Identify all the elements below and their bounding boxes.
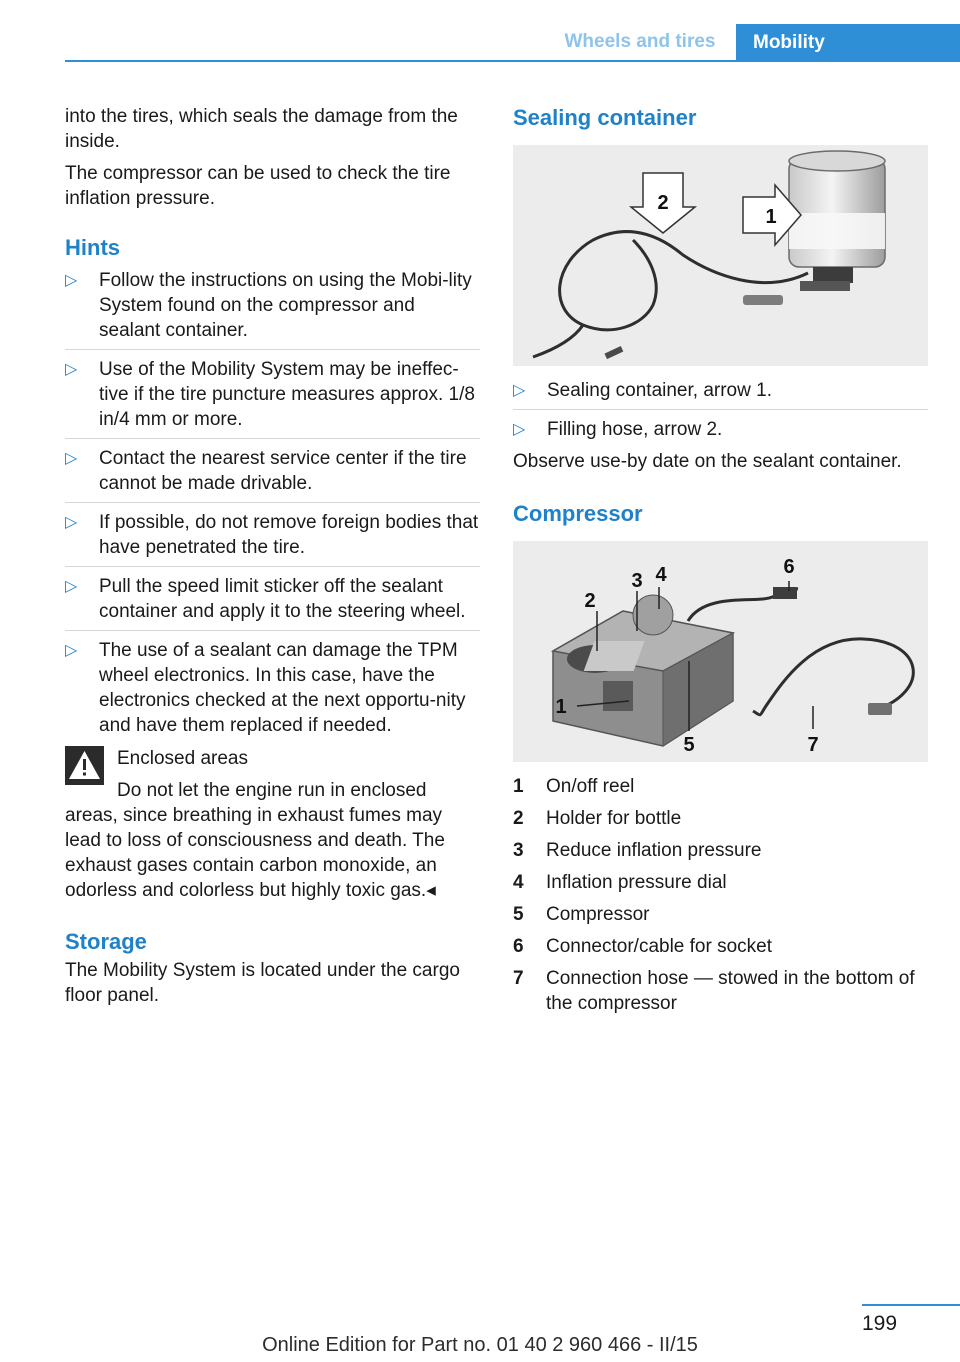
- triangle-bullet-icon: ▷: [65, 642, 78, 659]
- figure-label: 4: [655, 564, 667, 586]
- list-item: 7 Connection hose — stowed in the bottom of the compressor: [513, 968, 915, 1014]
- compressor-heading: Compressor: [513, 501, 643, 526]
- right-column: [513, 104, 928, 1023]
- list-item: 3 Reduce inflation pressure: [513, 840, 762, 861]
- sealing-container-illustration: [513, 145, 928, 366]
- list-item: ▷ Use of the Mobility System may be ineffec-tive if the tire puncture measures approx. 1/8 in/4 mm or more.: [65, 357, 480, 439]
- list-item: ▷ The use of a sealant can damage the TPM wheel electronics. In this case, have the electronics checked at the next opportu-nity and have them replaced if needed.: [65, 640, 466, 736]
- figure-label: 5: [683, 734, 695, 756]
- triangle-bullet-icon: ▷: [65, 514, 78, 531]
- figure-label: 7: [807, 734, 819, 756]
- header-rule: [65, 60, 960, 62]
- list-item: ▷ Pull the speed limit sticker off the sealant container and apply it to the steering wheel.: [65, 574, 480, 631]
- list-item: ▷ Filling hose, arrow 2.: [513, 419, 723, 440]
- sealing-container-figure: [513, 145, 928, 366]
- list-item: 5 Compressor: [513, 904, 650, 925]
- figure-label: 1: [765, 206, 777, 228]
- triangle-bullet-icon: ▷: [65, 578, 78, 595]
- triangle-bullet-icon: ▷: [65, 272, 78, 289]
- hints-heading: Hints: [65, 235, 120, 260]
- figure-label: 3: [631, 570, 643, 592]
- chapter-tab: Mobility: [736, 24, 960, 62]
- list-item: ▷ Sealing container, arrow 1.: [513, 378, 928, 410]
- figure-label: 2: [584, 590, 596, 612]
- sealing-list: [513, 378, 928, 442]
- list-item: ▷ Contact the nearest service center if the tire cannot be made drivable.: [65, 446, 480, 503]
- figure-label: 1: [555, 696, 567, 718]
- warning-triangle-icon: [65, 746, 104, 785]
- page-number: 199: [862, 1312, 898, 1335]
- warning-title: Enclosed areas: [117, 748, 248, 769]
- hints-list: [65, 268, 480, 738]
- triangle-bullet-icon: ▷: [513, 421, 526, 438]
- list-item: 1 On/off reel: [513, 776, 635, 797]
- section-tab: Wheels and tires: [564, 31, 716, 52]
- storage-paragraph: The Mobility System is located under the cargo floor panel.: [65, 960, 460, 1006]
- list-item: 2 Holder for bottle: [513, 808, 682, 829]
- page-number-rule: [862, 1304, 960, 1306]
- triangle-bullet-icon: ▷: [65, 450, 78, 467]
- figure-label: 2: [657, 192, 669, 214]
- sealing-container-heading: Sealing container: [513, 105, 697, 130]
- compressor-parts-list: [513, 774, 928, 1016]
- warning-box: [65, 746, 480, 903]
- compressor-illustration: [513, 541, 928, 762]
- intro-paragraph-2: The compressor can be used to check the tire inflation pressure.: [65, 163, 451, 209]
- list-item: ▷ If possible, do not remove foreign bodies that have penetrated the tire.: [65, 510, 480, 567]
- storage-heading: Storage: [65, 929, 147, 954]
- compressor-figure: [513, 541, 928, 762]
- intro-paragraph-1: into the tires, which seals the damage from the inside.: [65, 106, 458, 152]
- triangle-bullet-icon: ▷: [513, 382, 526, 399]
- list-item: ▷ Follow the instructions on using the Mobi-lity System found on the compressor and sealant container.: [65, 268, 480, 350]
- list-item: 6 Connector/cable for socket: [513, 936, 773, 957]
- footer-edition: Online Edition for Part no. 01 40 2 960 466 - II/15: [262, 1334, 698, 1356]
- left-column: [65, 104, 480, 1015]
- triangle-bullet-icon: ▷: [65, 361, 78, 378]
- figure-label: 6: [783, 556, 795, 578]
- sealing-note: Observe use-by date on the sealant container.: [513, 451, 902, 472]
- list-item: 4 Inflation pressure dial: [513, 872, 727, 893]
- warning-text: Do not let the engine run in enclosed areas, since breathing in exhaust fumes may lead to loss of consciousness and death. The exhaust gases contain carbon monoxide, an odorless and colorless but highly toxic gas.◂: [65, 780, 445, 901]
